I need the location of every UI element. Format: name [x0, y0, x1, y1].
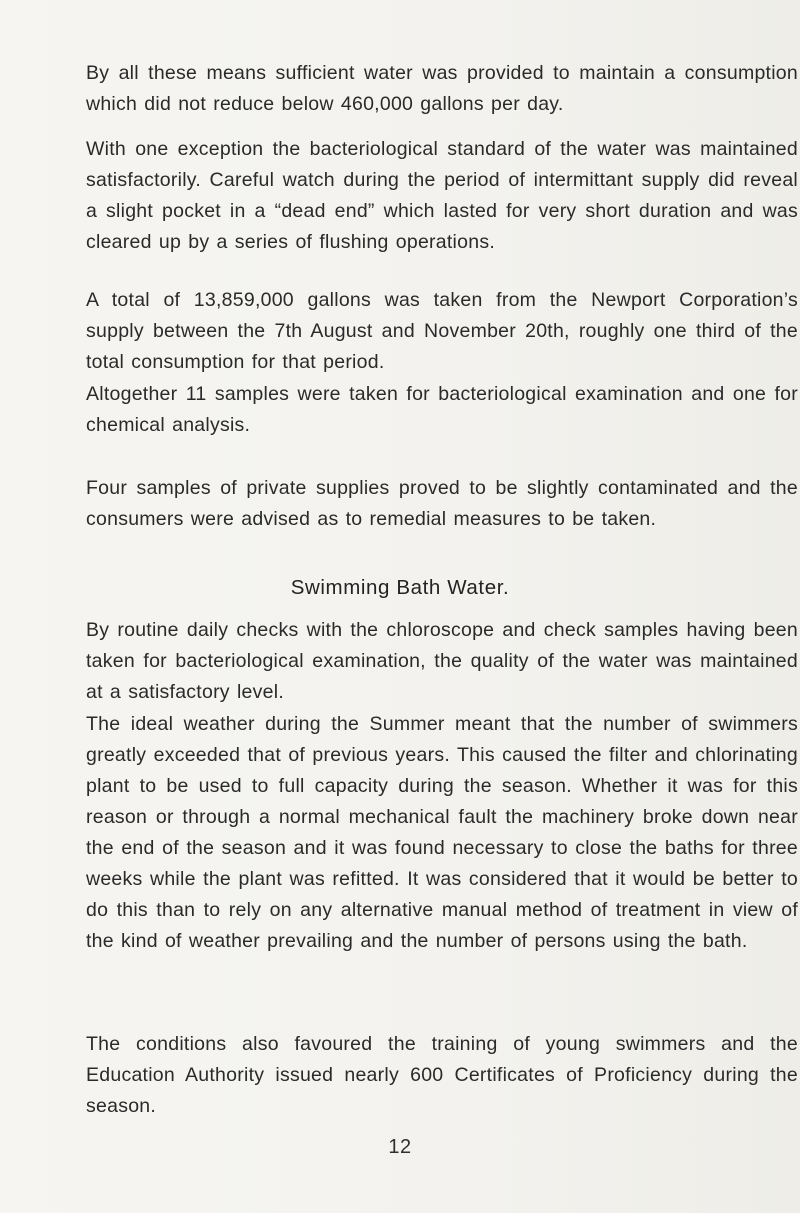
paragraph-newport-supply: A total of 13,859,000 gallons was taken from the Newport Corporation’s supply between the 7th August and November 20th, roughly one third of the total consumption for that period.: [86, 289, 798, 373]
page-number: 12: [388, 1136, 412, 1158]
paragraph-water-consumption: By all these means sufficient water was provided to maintain a consumption which did not reduce below 460,000 gallons per day.: [86, 62, 798, 115]
paragraph-chloroscope-checks: By routine daily checks with the chloroscope and check samples having been taken for bacteriological examination, the quality of the water was maintained at a satisfactory level.: [86, 619, 798, 703]
paragraph-summer-weather: The ideal weather during the Summer meant that the number of swimmers greatly exceeded that of previous years. This caused the filter and chlorinating plant to be used to full capacity during the season. Whether it was for this reason or through a normal mechanical fault the machinery broke down near the end of the season and it was found necessary to close the baths for three weeks while the plant was refitted. It was considered that it would be better to do this than to rely on any alternative manual method of treatment in view of the kind of weather prevailing and the number of persons using the bath.: [86, 713, 798, 952]
paragraph-certificates: The conditions also favoured the training of young swimmers and the Education Authority issued nearly 600 Certificates of Proficiency during the season.: [86, 1033, 798, 1117]
section-heading-swimming-bath: Swimming Bath Water.: [290, 576, 510, 599]
paragraph-samples-taken: Altogether 11 samples were taken for bacteriological examination and one for chemical analysis.: [86, 383, 798, 436]
paragraph-private-supplies: Four samples of private supplies proved to be slightly contaminated and the consumers were advised as to remedial measures to be taken.: [86, 477, 798, 530]
paragraph-bacteriological-standard: With one exception the bacteriological standard of the water was maintained satisfactorily. Careful watch during the period of intermittant supply did reveal a slight pocket in a “dead end” which lasted for very short duration and was cleared up by a series of flushing operations.: [86, 138, 798, 253]
